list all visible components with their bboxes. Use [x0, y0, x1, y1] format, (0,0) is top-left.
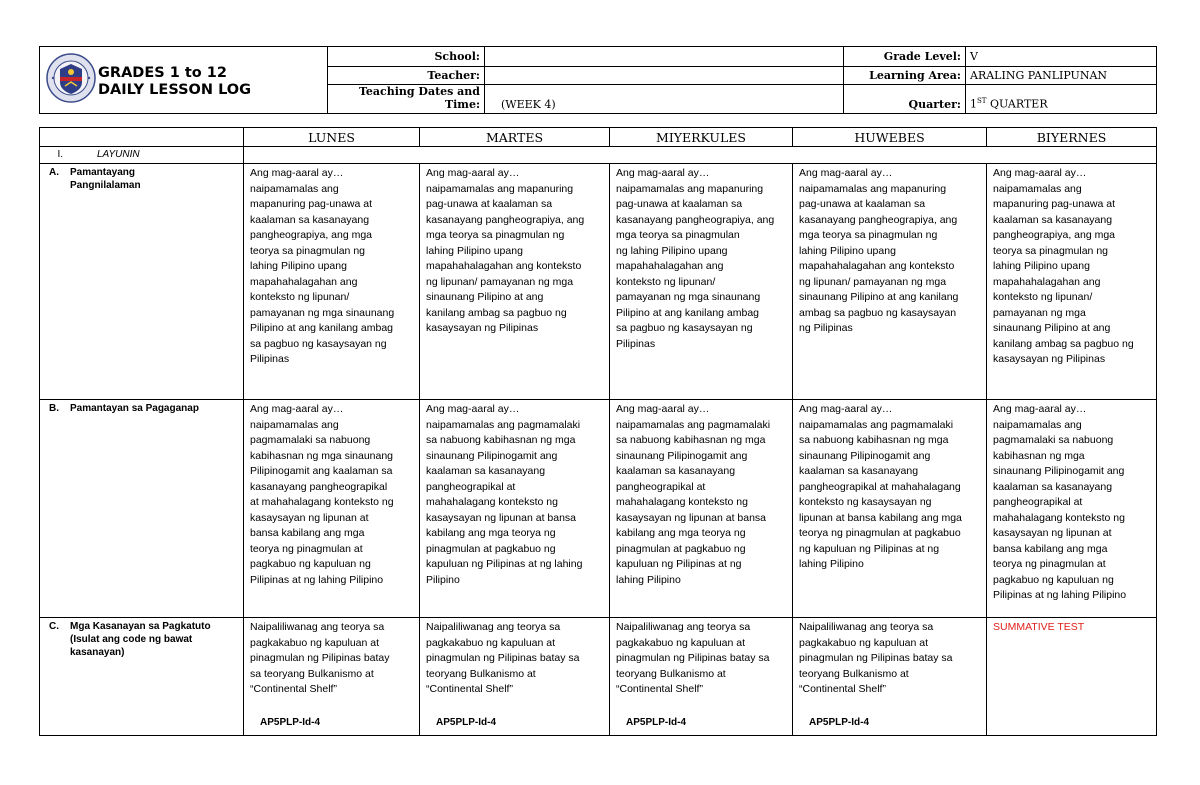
row-letter: C.	[49, 621, 59, 632]
quarter-suffix: ST	[977, 97, 987, 106]
cell-text: Ang mag-aaral ay… naipamamalas ang mapanuring pag-unawa at kaalaman sa kasanayang pangheograpiya, ang mga teorya sa pinagmulan ng lahing Pilipino upang mapahahalagahan ang konteksto ng lipunan/ pamayanan ng mga sinaunang Pilipino at ang kanilang ambag sa pagbuo ng kasaysayan ng Pilipinas	[426, 167, 585, 334]
table-row-mga-kasanayan	[40, 618, 1157, 736]
cell-c-huwebes[interactable]	[793, 618, 987, 736]
competency-code: AP5PLP-Id-4	[260, 716, 321, 728]
quarter-label: Quarter:	[844, 85, 966, 114]
cell-b-huwebes[interactable]	[793, 400, 987, 618]
cell-c-miyerkules[interactable]	[610, 618, 793, 736]
cell-text: Ang mag-aaral ay… naipamamalas ang mapanuring pag-unawa at kaalaman sa kasanayang pangheograpiya, ang mga teorya sa pinagmulan ng lahing Pilipino upang mapahahalagahan ang konteksto ng lipunan/ pamayanan ng mga sinaunang Pilipino at ang kanilang ambag sa pagbuo ng kasaysayan ng Pilipinas	[993, 167, 1134, 365]
section-heading	[40, 147, 244, 164]
cell-c-biyernes[interactable]	[987, 618, 1157, 736]
cell-c-lunes[interactable]	[244, 618, 420, 736]
row-label-b	[40, 400, 244, 618]
school-label: School:	[328, 47, 485, 67]
day-header-miyerkules: MIYERKULES	[610, 128, 793, 147]
deped-seal-icon	[46, 52, 96, 104]
competency-code: AP5PLP-Id-4	[436, 716, 497, 728]
logo-title-cell	[40, 47, 328, 114]
document-title	[98, 65, 251, 99]
title-line-2: DAILY LESSON LOG	[98, 82, 252, 98]
row-letter: B.	[49, 403, 59, 414]
quarter-word: QUARTER	[986, 98, 1048, 111]
teacher-field[interactable]	[485, 67, 844, 85]
teacher-label: Teacher:	[328, 67, 485, 85]
cell-text: Ang mag-aaral ay… naipamamalas ang mapanuring pag-unawa at kaalaman sa kasanayang pangheograpiya, ang mga teorya sa pinagmulan ng lahing Pilipino upang mapahahalagahan ang konteksto ng lipunan/ pamayanan ng mga sinaunang Pilipino at ang kanilang ambag sa pagbuo ng kasaysayan ng Pilipinas	[799, 167, 959, 334]
teaching-dates-label-line2: Time:	[444, 98, 480, 111]
grade-level-field[interactable]: V	[966, 47, 1157, 67]
cell-text: Ang mag-aaral ay… naipamamalas ang mapanuring pag-unawa at kaalaman sa kasanayang pangheograpiya, ang mga teorya sa pinagmulan ng lahing Pilipino upang mapahahalagahan ang konteksto ng lipunan/ pamayanan ng mga sinaunang Pilipino at ang kanilang ambag sa pagbuo ng kasaysayan ng Pilipinas	[250, 167, 395, 365]
cell-a-miyerkules[interactable]	[610, 164, 793, 400]
table-row-pamantayan-sa-pagaganap	[40, 400, 1157, 618]
cell-b-lunes[interactable]	[244, 400, 420, 618]
section-row-layunin	[40, 147, 1157, 164]
cell-text: Ang mag-aaral ay… naipamamalas ang pagmamalaki sa nabuong kabihasnan ng mga sinaunang Pilipinogamit ang kaalaman sa kasanayang pangheograpikal at mahahalagang konteksto ng kasaysayan ng lipunan at bansa kabilang ang mga teorya ng pinagmulan at pagkabuo ng kapuluan ng Pilipinas at ng lahing Pilipino	[799, 403, 962, 570]
quarter-field[interactable]	[966, 85, 1157, 114]
cell-text: Naipaliliwanag ang teorya sa pagkakabuo ng kapuluan at pinagmulan ng Pilipinas batay sa teoryang Bulkanismo at “Continental Shelf”	[616, 621, 770, 695]
teaching-dates-label	[328, 85, 485, 114]
row-label-text: Mga Kasanayan sa Pagkatuto (Isulat ang code ng bawat kasanayan)	[70, 621, 211, 658]
cell-text: Ang mag-aaral ay… naipamamalas ang pagmamalaki sa nabuong kabihasnan ng mga sinaunang Pilipinogamit ang kaalaman sa kasanayang pangheograpikal at mahahalagang konteksto ng kasaysayan ng lipunan at bansa kabilang ang mga teorya ng pinagmulan at pagkabuo ng kapuluan ng Pilipinas at ng lahing Pilipino	[426, 403, 583, 586]
school-field[interactable]	[485, 47, 844, 67]
competency-code: AP5PLP-Id-4	[809, 716, 870, 728]
cell-c-martes[interactable]	[420, 618, 610, 736]
grade-level-label: Grade Level:	[844, 47, 966, 67]
row-label-text: Pamantayan sa Pagaganap	[70, 403, 199, 414]
cell-text: Naipaliliwanag ang teorya sa pagkakabuo ng kapuluan at pinagmulan ng Pilipinas batay sa teoryang Bulkanismo at “Continental Shelf”	[799, 621, 953, 695]
day-header-huwebes: HUWEBES	[793, 128, 987, 147]
cell-a-lunes[interactable]	[244, 164, 420, 400]
cell-text: Ang mag-aaral ay… naipamamalas ang pagmamalaki sa nabuong kabihasnan ng mga sinaunang Pilipinogamit ang kaalaman sa kasanayang pangheograpikal at mahahalagang konteksto ng kasaysayan ng lipunan at bansa kabilang ang mga teorya ng pinagmulan at pagkabuo ng kapuluan ng Pilipinas at ng lahing Pilipino	[250, 403, 394, 586]
cell-text: Ang mag-aaral ay… naipamamalas ang pagmamalaki sa nabuong kabihasnan ng mga sinaunang Pilipinogamit ang kaalaman sa kasanayang pangheograpikal at mahahalagang konteksto ng kasaysayan ng lipunan at bansa kabilang ang mga teorya ng pinagmulan at pagkabuo ng kapuluan ng Pilipinas at ng lahing Pilipino	[616, 403, 771, 586]
blank-header-cell	[40, 128, 244, 147]
day-header-row	[40, 128, 1157, 147]
cell-b-biyernes[interactable]	[987, 400, 1157, 618]
row-label-a	[40, 164, 244, 400]
cell-a-martes[interactable]	[420, 164, 610, 400]
cell-text: Ang mag-aaral ay… naipamamalas ang mapanuring pag-unawa at kaalaman sa kasanayang pangheograpiya, ang mga teorya sa pinagmulan ng lahing Pilipino upang mapahahalagahan ang konteksto ng lipunan/ pamayanan ng mga sinaunang Pilipino at ang kanilang ambag sa pagbuo ng kasaysayan ng Pilipinas	[616, 167, 775, 350]
cell-a-biyernes[interactable]	[987, 164, 1157, 400]
cell-a-huwebes[interactable]	[793, 164, 987, 400]
cell-text: Naipaliliwanag ang teorya sa pagkakabuo ng kapuluan at pinagmulan ng Pilipinas batay sa teoryang Bulkanismo at “Continental Shelf”	[250, 621, 390, 695]
section-title: LAYUNIN	[97, 149, 140, 160]
day-header-martes: MARTES	[420, 128, 610, 147]
row-letter: A.	[49, 167, 59, 178]
lesson-log-table	[39, 127, 1157, 736]
cell-text: Ang mag-aaral ay… naipamamalas ang pagmamalaki sa nabuong kabihasnan ng mga sinaunang Pilipinogamit ang kaalaman sa kasanayang pangheograpikal at mahahalagang konteksto ng kasaysayan ng lipunan at bansa kabilang ang mga teorya ng pinagmulan at pagkabuo ng kapuluan ng Pilipinas at ng lahing Pilipino	[993, 403, 1127, 601]
quarter-number: 1	[970, 98, 977, 111]
teaching-dates-label-line1: Teaching Dates and	[358, 85, 480, 98]
cell-text: Naipaliliwanag ang teorya sa pagkakabuo ng kapuluan at pinagmulan ng Pilipinas batay sa teoryang Bulkanismo at “Continental Shelf”	[426, 621, 580, 695]
learning-area-field[interactable]: ARALING PANLIPUNAN	[966, 67, 1157, 85]
header-table	[39, 46, 1157, 114]
section-span-cell	[244, 147, 1157, 164]
day-header-biyernes: BIYERNES	[987, 128, 1157, 147]
table-row-pamantayang-pangnilalaman	[40, 164, 1157, 400]
section-number: I.	[57, 149, 63, 160]
title-line-1: GRADES 1 to 12	[98, 65, 227, 81]
row-label-text: Pamantayang Pangnilalaman	[70, 167, 141, 191]
teaching-dates-field[interactable]	[485, 85, 844, 114]
row-label-c	[40, 618, 244, 736]
cell-b-martes[interactable]	[420, 400, 610, 618]
competency-code: AP5PLP-Id-4	[626, 716, 687, 728]
teaching-dates-value: (WEEK 4)	[501, 98, 556, 111]
learning-area-label: Learning Area:	[844, 67, 966, 85]
cell-b-miyerkules[interactable]	[610, 400, 793, 618]
summative-test-text: SUMMATIVE TEST	[993, 621, 1085, 633]
day-header-lunes: LUNES	[244, 128, 420, 147]
